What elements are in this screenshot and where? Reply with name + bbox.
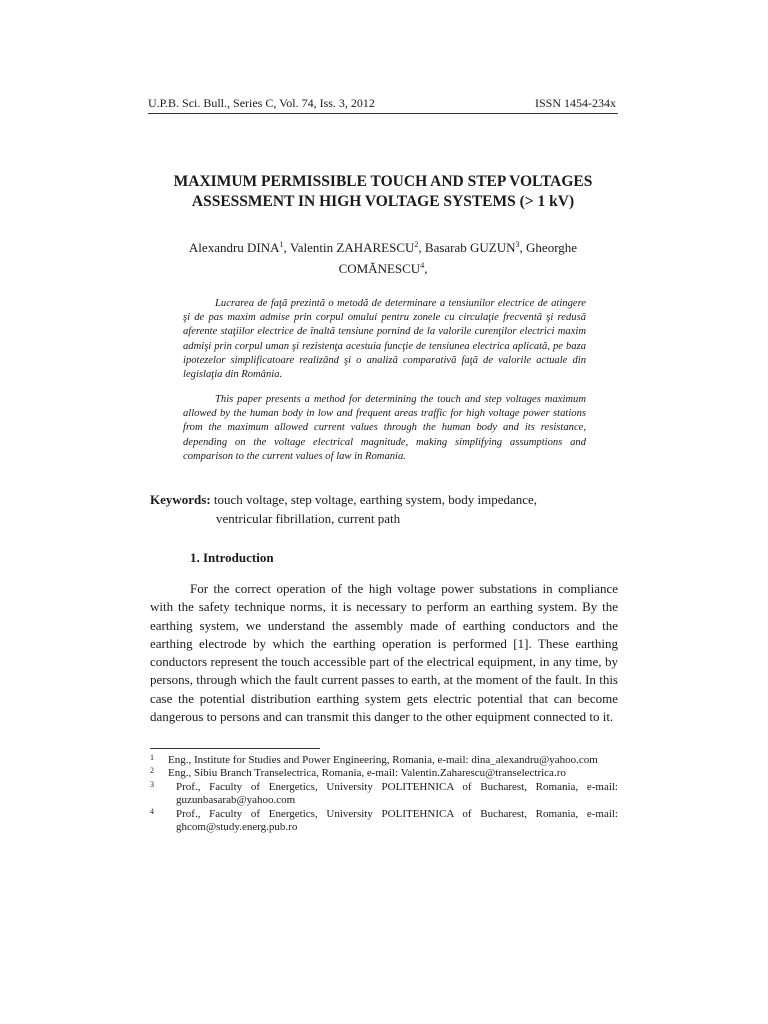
author-name: Basarab GUZUN xyxy=(424,240,516,255)
abstract-romanian: Lucrarea de faţă prezintă o metodă de determinare a tensiunilor electrice de atingere şi de pas maxim admise prin corpul omului pentru zonele cu circulaţie frecventă şi redusă aferente staţiilor electrice de înaltă tensiune pornind de la valorile curenţilor electrici maxim admişi prin corpul uman şi rezistenţa acestuia funcţie de tensiunea electrica aplicată, pe baza ipotezelor simplificatoare realizând şi o analiză comparativă faţă de valorile actuale din legislaţia din România. xyxy=(183,298,586,381)
footnote-number: 4 xyxy=(150,806,154,816)
author-separator: , xyxy=(283,240,290,255)
footnote-number: 2 xyxy=(150,766,154,776)
author-affiliation-mark: 2 xyxy=(414,240,419,249)
author-name: Alexandru DINA xyxy=(188,240,280,255)
footnotes xyxy=(150,754,618,834)
author-name: Valentin ZAHARESCU xyxy=(289,240,415,255)
author-separator: , Gheorghe xyxy=(519,240,578,255)
footnote-text: Eng., Institute for Studies and Power Engineering, Romania, e-mail: dina_alexandru@yahoo.com xyxy=(168,754,598,766)
author-separator: , xyxy=(418,240,425,255)
footnote xyxy=(150,808,618,835)
author-affiliation-mark: 1 xyxy=(279,240,284,249)
header-rule xyxy=(148,113,618,114)
footnote-text: Prof., Faculty of Energetics, University POLITEHNICA of Bucharest, Romania, e-mail: ghcom@study.energ.pub.ro xyxy=(176,807,618,834)
section-heading: 1. Introduction xyxy=(190,550,274,565)
keywords-label: Keywords: xyxy=(150,492,211,507)
footnote xyxy=(150,781,618,808)
author-affiliation-mark: 3 xyxy=(515,240,520,249)
keywords-line-2: ventricular fibrillation, current path xyxy=(216,511,401,526)
abstract-english: This paper presents a method for determining the touch and step voltages maximum allowed by the human body in low and frequent areas traffic for high voltage power stations from the maximum allowed current values through the human body and its resistance, depending on the voltage electrical magnitude, making simplifying assumptions and comparison to the current values of law in Romania. xyxy=(183,394,586,462)
footnote-text: Prof., Faculty of Energetics, University POLITEHNICA of Bucharest, Romania, e-mail: guzunbasarab@yahoo.com xyxy=(176,780,618,807)
paper-title xyxy=(148,172,618,212)
footnote xyxy=(150,767,618,780)
title-line-2: ASSESSMENT IN HIGH VOLTAGE SYSTEMS (> 1 kV) xyxy=(191,193,575,210)
author-affiliation-mark: 4 xyxy=(420,261,425,270)
author-list xyxy=(148,236,618,278)
footnote xyxy=(150,754,618,767)
keywords xyxy=(150,490,610,528)
author-separator: , xyxy=(424,261,428,276)
issn: ISSN 1454-234x xyxy=(534,96,616,110)
introduction-paragraph: For the correct operation of the high voltage power substations in compliance with the safety technique norms, it is necessary to perform an earthing system. By the earthing system, we understand the assembly made of earthing conductors and the earthing electrode by which the earthing operation is performed [1]. These earthing conductors represent the touch accessible part of the electrical equipment, in any time, by persons, through which the fault current passes to earth, at the moment of the fault. In this case the potential distribution earthing system gets electric potential that can become dangerous to persons and can transmit this danger to the other equipment connected to it. xyxy=(150,581,618,725)
running-header xyxy=(148,96,616,111)
footnote-text: Eng., Sibiu Branch Transelectrica, Romania, e-mail: Valentin.Zaharescu@transelectrica.ro xyxy=(168,767,566,780)
footnote-number: 3 xyxy=(150,779,154,789)
footnote-number: 1 xyxy=(150,753,154,762)
footnote-rule xyxy=(150,748,320,749)
title-line-1: MAXIMUM PERMISSIBLE TOUCH AND STEP VOLTAGES xyxy=(173,173,593,190)
journal-citation: U.P.B. Sci. Bull., Series C, Vol. 74, Iss. 3, 2012 xyxy=(148,96,375,110)
author-name: COMĂNESCU xyxy=(338,261,421,276)
keywords-line-1: touch voltage, step voltage, earthing system, body impedance, xyxy=(210,492,538,507)
